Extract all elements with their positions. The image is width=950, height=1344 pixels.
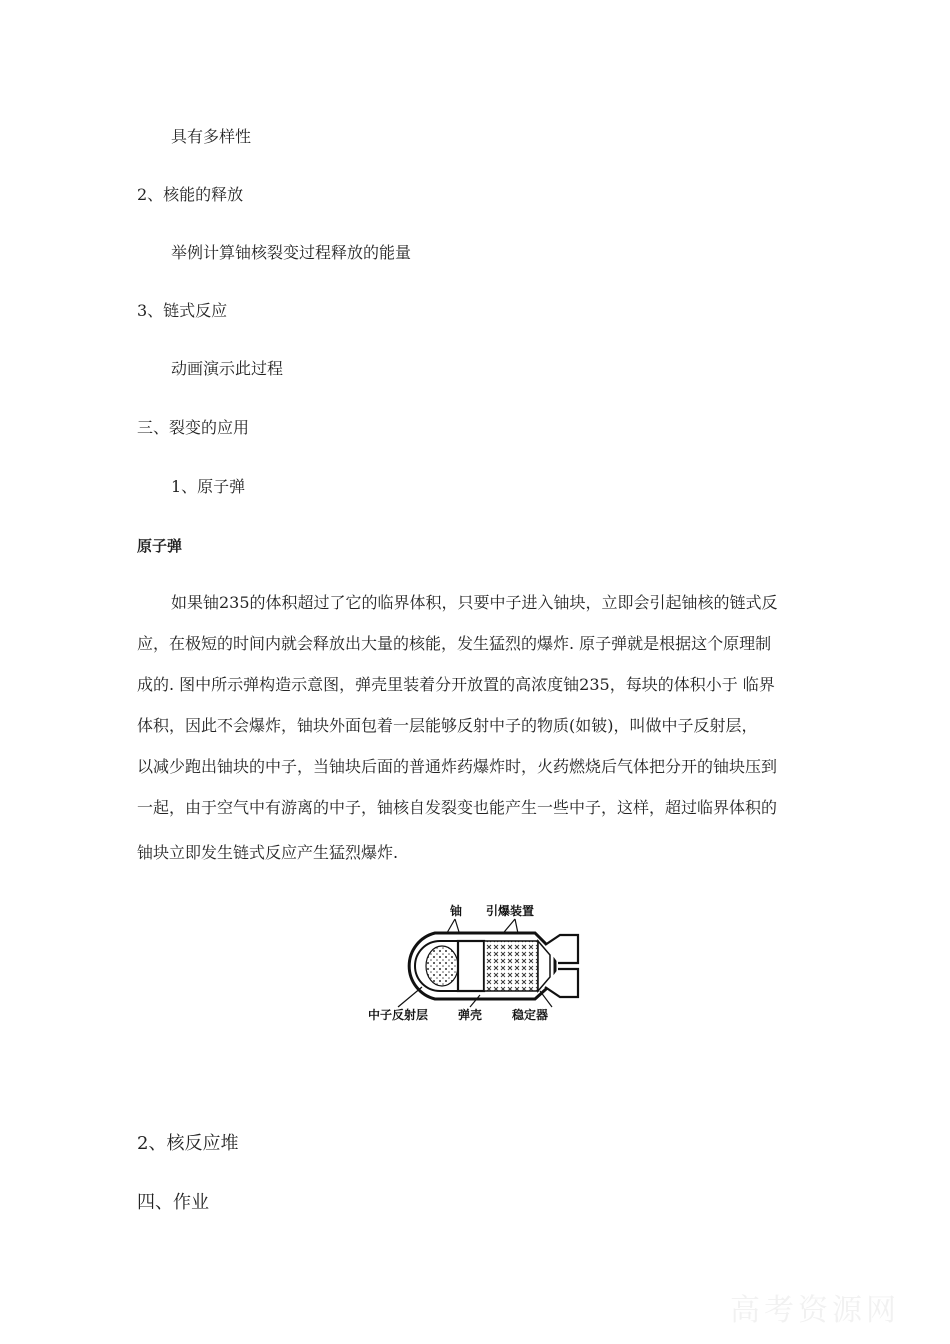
paragraph-line: 以减少跑出铀块的中子，当铀块后面的普通炸药爆炸时，火药燃烧后气体把分开的铀块压到 <box>137 757 778 776</box>
label-uranium: 铀 <box>450 904 463 918</box>
heading-homework: 四、作业 <box>137 1192 209 1213</box>
heading-nuclear-energy-release: 2、核能的释放 <box>137 185 244 204</box>
atomic-bomb-diagram <box>360 895 590 1025</box>
line-diversity: 具有多样性 <box>171 127 252 146</box>
paragraph-line: 铀块立即发生链式反应产生猛烈爆炸. <box>137 843 399 862</box>
heading-chain-reaction: 3、链式反应 <box>137 301 228 320</box>
detonator-charge <box>484 941 538 991</box>
line-animation-demo: 动画演示此过程 <box>171 359 284 378</box>
line-calculation-example: 举例计算铀核裂变过程释放的能量 <box>171 243 412 262</box>
heading-atomic-bomb-item: 1、原子弹 <box>171 477 246 496</box>
paragraph-line: 成的. 图中所示弹构造示意图，弹壳里装着分开放置的高浓度铀235，每块的体积小于 临界 <box>137 675 775 694</box>
label-shell: 弹壳 <box>458 1008 483 1022</box>
heading-nuclear-reactor: 2、核反应堆 <box>137 1133 239 1154</box>
paragraph-line: 一起，由于空气中有游离的中子，铀核自发裂变也能产生一些中子，这样，超过临界体积的 <box>137 798 778 817</box>
heading-fission-applications: 三、裂变的应用 <box>137 418 250 437</box>
paragraph-line: 应，在极短的时间内就会释放出大量的核能，发生猛烈的爆炸. 原子弹就是根据这个原理制 <box>137 634 772 653</box>
paragraph-line: 如果铀235的体积超过了它的临界体积，只要中子进入铀块，立即会引起铀核的链式反 <box>171 593 778 612</box>
watermark: 高考资源网 <box>730 1293 900 1328</box>
heading-atomic-bomb: 原子弹 <box>137 537 183 555</box>
label-stabilizer: 稳定器 <box>512 1008 549 1022</box>
paragraph-line: 体积，因此不会爆炸，铀块外面包着一层能够反射中子的物质(如铍)，叫做中子反射层， <box>137 716 758 735</box>
label-detonator: 引爆装置 <box>486 904 535 918</box>
label-neutron-reflector: 中子反射层 <box>368 1008 429 1022</box>
uranium-block-middle <box>458 941 484 991</box>
uranium-block-left <box>426 946 458 986</box>
